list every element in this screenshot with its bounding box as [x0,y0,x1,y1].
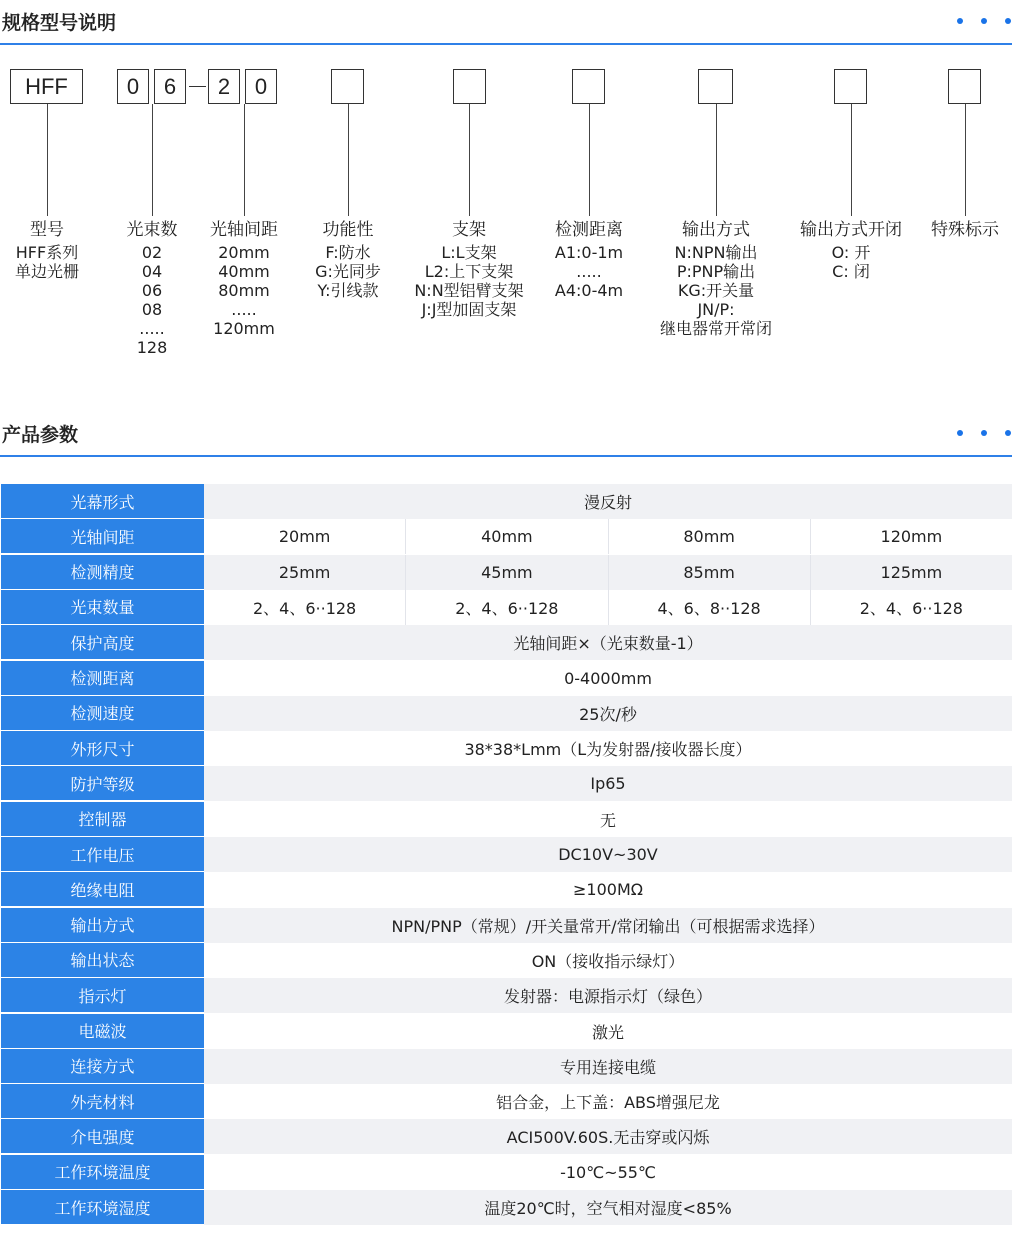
code-field-label [278,221,418,300]
table-cell: 0-4000mm [564,668,652,688]
table-cell: 120mm [810,519,1012,554]
table-cell: 80mm [608,519,810,554]
connector-line [965,104,966,216]
code-box: 6 [154,69,186,104]
code-field-option: N:N型铝臂支架 [414,281,524,300]
table-row [1,766,1012,801]
connector-line [469,104,470,216]
connector-line [851,104,852,216]
code-field-title: 光轴间距 [210,220,278,240]
code-field-option: J:J型加固支架 [421,300,517,319]
table-cell: 25次/秒 [579,704,637,724]
table-cell: 激光 [591,1022,624,1042]
table-cell: 125mm [810,555,1012,590]
table-row [1,1049,1012,1084]
code-field-option: G:光同步 [315,262,381,281]
table-row [1,1119,1012,1154]
row-header: 连接方式 [1,1049,204,1084]
code-field-option: ..... [576,262,602,281]
code-box: 2 [208,69,240,104]
row-header: 检测距离 [1,661,204,696]
code-box [834,69,867,104]
code-field-label [519,221,659,300]
code-separator [189,86,206,87]
code-field-option: HFF系列 [15,243,79,262]
code-box [572,69,605,104]
connector-line [47,104,48,216]
table-cell: 专用连接电缆 [559,1057,656,1077]
row-header: 输出状态 [1,943,204,978]
spec-section-title: 规格型号说明 [2,12,117,34]
table-cell: 4、6、8··128 [608,590,810,625]
code-field-option: O: 开 [831,243,871,262]
table-row [1,802,1012,837]
table-cell: Ip65 [590,774,626,794]
code-field-option: ..... [231,300,257,319]
row-header: 检测精度 [1,555,204,590]
table-row [1,1014,1012,1049]
code-field-title: 型号 [30,220,64,240]
row-header: 指示灯 [1,978,204,1013]
table-cell: 45mm [405,555,607,590]
code-box: 0 [245,69,277,104]
code-field-option: 04 [141,262,163,281]
code-field-title: 支架 [452,220,486,240]
row-header: 光束数量 [1,590,204,625]
code-field-option: 40mm [218,262,270,281]
table-row [1,590,1012,625]
table-cell: ON（接收指示绿灯） [531,951,685,971]
code-field-option: KG:开关量 [677,281,755,300]
section-divider [0,455,1012,457]
table-cell: 2、4、6··128 [405,590,607,625]
table-cell: 漫反射 [583,493,632,512]
code-field-option: 06 [141,281,163,300]
table-cell: 2、4、6··128 [810,590,1012,625]
code-box [698,69,733,104]
code-field-option: P:PNP输出 [676,262,756,281]
table-row [1,1084,1012,1119]
table-row [1,731,1012,766]
row-header: 工作环境温度 [1,1155,204,1190]
table-cell: 38*38*Lmm（L为发射器/接收器长度） [464,740,752,760]
row-header: 保护高度 [1,625,204,660]
code-field-option: 单边光栅 [14,262,79,281]
code-field-title: 输出方式 [682,220,750,240]
table-row [1,908,1012,943]
code-field-option: L2:上下支架 [424,262,514,281]
code-field-title: 功能性 [322,220,374,240]
code-field-option: JN/P: [697,300,735,319]
params-section-title: 产品参数 [2,424,79,446]
table-row [1,696,1012,731]
connector-line [152,104,153,216]
code-field-label [646,221,786,338]
connector-line [589,104,590,216]
code-field-option: 继电器常开常闭 [659,319,772,338]
code-field-label [895,221,1017,243]
code-field-label [399,221,539,319]
code-field-option: ..... [139,319,165,338]
table-cell: 无 [599,810,616,830]
table-cell: 温度20℃时，空气相对湿度<85% [484,1199,732,1218]
code-box: HFF [10,69,83,104]
table-cell: 85mm [608,555,810,590]
code-field-option: F:防水 [325,243,371,262]
code-field-title: 光束数 [126,220,178,240]
row-header: 控制器 [1,802,204,837]
table-cell: 20mm [278,527,331,547]
row-header: 输出方式 [1,908,204,943]
table-row [1,1190,1012,1225]
code-field-option: A1:0-1m [554,243,624,262]
more-dots-icon [957,430,1011,436]
section-divider [0,43,1012,45]
row-header: 光轴间距 [1,519,204,554]
row-header: 工作电压 [1,837,204,872]
table-row [1,872,1012,907]
row-header: 工作环境湿度 [1,1190,204,1225]
table-cell: ACI500V.60S.无击穿或闪烁 [506,1128,710,1148]
code-box [453,69,486,104]
code-field-option: Y:引线款 [317,281,379,300]
code-field-option: 80mm [218,281,270,300]
code-field-option: A4:0-4m [554,281,624,300]
table-row [1,625,1012,660]
code-box [331,69,364,104]
row-header: 光幕形式 [1,484,204,519]
code-field-option: C: 闭 [832,262,870,281]
connector-line [348,104,349,216]
code-field-option: 08 [141,300,163,319]
connector-line [716,104,717,216]
row-header: 介电强度 [1,1119,204,1154]
row-header: 防护等级 [1,766,204,801]
table-row [1,1155,1012,1190]
row-header: 电磁波 [1,1014,204,1049]
code-box: 0 [117,69,149,104]
table-row [1,484,1012,519]
code-box [948,69,981,104]
table-row [1,978,1012,1013]
table-cell: NPN/PNP（常规）/开关量常开/常闭输出（可根据需求选择） [391,916,825,936]
table-cell: 光轴间距×（光束数量-1） [513,634,703,654]
row-header: 外形尺寸 [1,731,204,766]
code-field-option: 120mm [213,319,275,338]
row-header: 绝缘电阻 [1,872,204,907]
table-cell: 铝合金，上下盖：ABS增强尼龙 [496,1093,720,1113]
table-cell: DC10V~30V [558,845,658,864]
code-field-option: L:L支架 [441,243,497,262]
code-field-option: 128 [136,338,168,357]
code-field-option: 02 [141,243,163,262]
more-dots-icon [957,18,1011,24]
table-cell: 发射器：电源指示灯（绿色） [503,987,712,1007]
code-field-title: 输出方式开闭 [800,220,902,240]
row-header: 外壳材料 [1,1084,204,1119]
code-field-title: 特殊标示 [931,220,999,240]
table-cell: ≥100MΩ [573,880,643,900]
code-field-title: 检测距离 [555,220,623,240]
table-cell: -10℃~55℃ [560,1162,656,1182]
table-cell: 40mm [405,519,607,554]
table-cell: 25mm [278,562,331,582]
connector-line [244,104,245,216]
table-row [1,519,1012,554]
table-row [1,837,1012,872]
table-cell: 2、4、6··128 [252,598,357,618]
code-field-option: 20mm [218,243,270,262]
row-header: 检测速度 [1,696,204,731]
code-field-option: N:NPN输出 [674,243,758,262]
table-row [1,661,1012,696]
table-row [1,555,1012,590]
table-row [1,943,1012,978]
